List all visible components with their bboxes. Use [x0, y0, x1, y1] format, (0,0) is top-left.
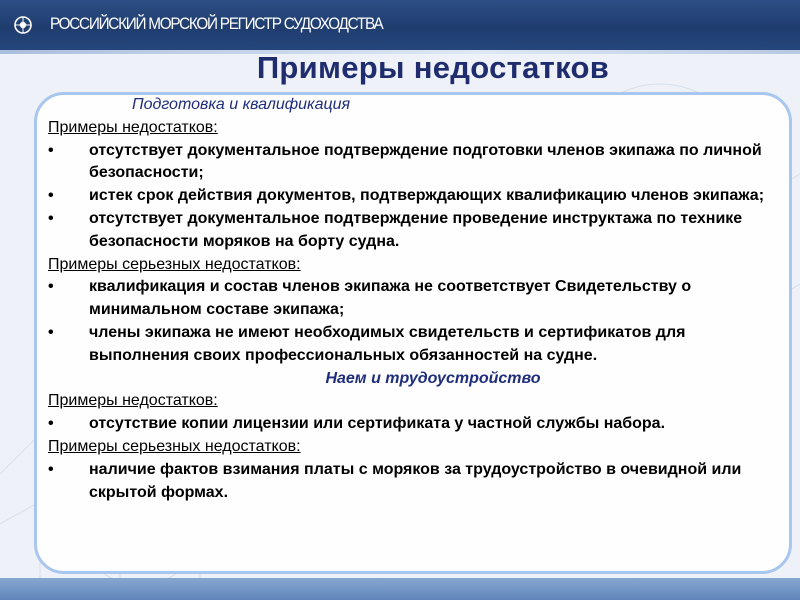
- page-title: Примеры недостатков: [256, 50, 610, 85]
- group-label: Примеры недостатков:: [48, 392, 218, 410]
- bullet-icon: •: [48, 460, 54, 478]
- bullet-icon: •: [48, 209, 54, 227]
- content-text: [48, 94, 778, 504]
- list-item: • отсутствует документальное подтверждение проведение инструктажа по технике безопасности моряков на борту судна.: [48, 209, 743, 250]
- list-item: • наличие фактов взимания платы с моряков за трудоустройство в очевидной или скрытой формах.: [48, 460, 742, 501]
- list-item: • квалификация и состав членов экипажа не соответствует Свидетельству о минимальном составе экипажа;: [48, 278, 692, 319]
- bullet-icon: •: [48, 278, 54, 296]
- group-label: Примеры недостатков:: [48, 118, 218, 136]
- group-label: Примеры серьезных недостатков:: [48, 437, 301, 455]
- section-heading: Подготовка и квалификация: [132, 96, 351, 113]
- globe-anchor-icon: [14, 16, 32, 34]
- organization-name: РОССИЙСКИЙ МОРСКОЙ РЕГИСТР СУДОХОДСТВА: [50, 14, 383, 33]
- list-item: • члены экипажа не имеют необходимых свидетельств и сертификатов для выполнения своих профессиональных обязанностей на судне.: [48, 323, 686, 364]
- group-label: Примеры серьезных недостатков:: [48, 255, 301, 273]
- bullet-icon: •: [48, 323, 54, 341]
- bullet-icon: •: [48, 141, 54, 159]
- bullet-icon: •: [48, 187, 54, 205]
- footer-bar: [0, 578, 800, 600]
- header-bar: [0, 0, 800, 50]
- section-heading: Наем и трудоустройство: [325, 369, 541, 387]
- list-item: • отсутствие копии лицензии или сертификата у частной службы набора.: [48, 413, 778, 436]
- list-item: • истек срок действия документов, подтверждающих квалификацию членов экипажа;: [48, 185, 778, 208]
- bullet-icon: •: [48, 415, 54, 433]
- list-item: • отсутствует документальное подтверждение подготовки членов экипажа по личной безопасности;: [48, 141, 762, 182]
